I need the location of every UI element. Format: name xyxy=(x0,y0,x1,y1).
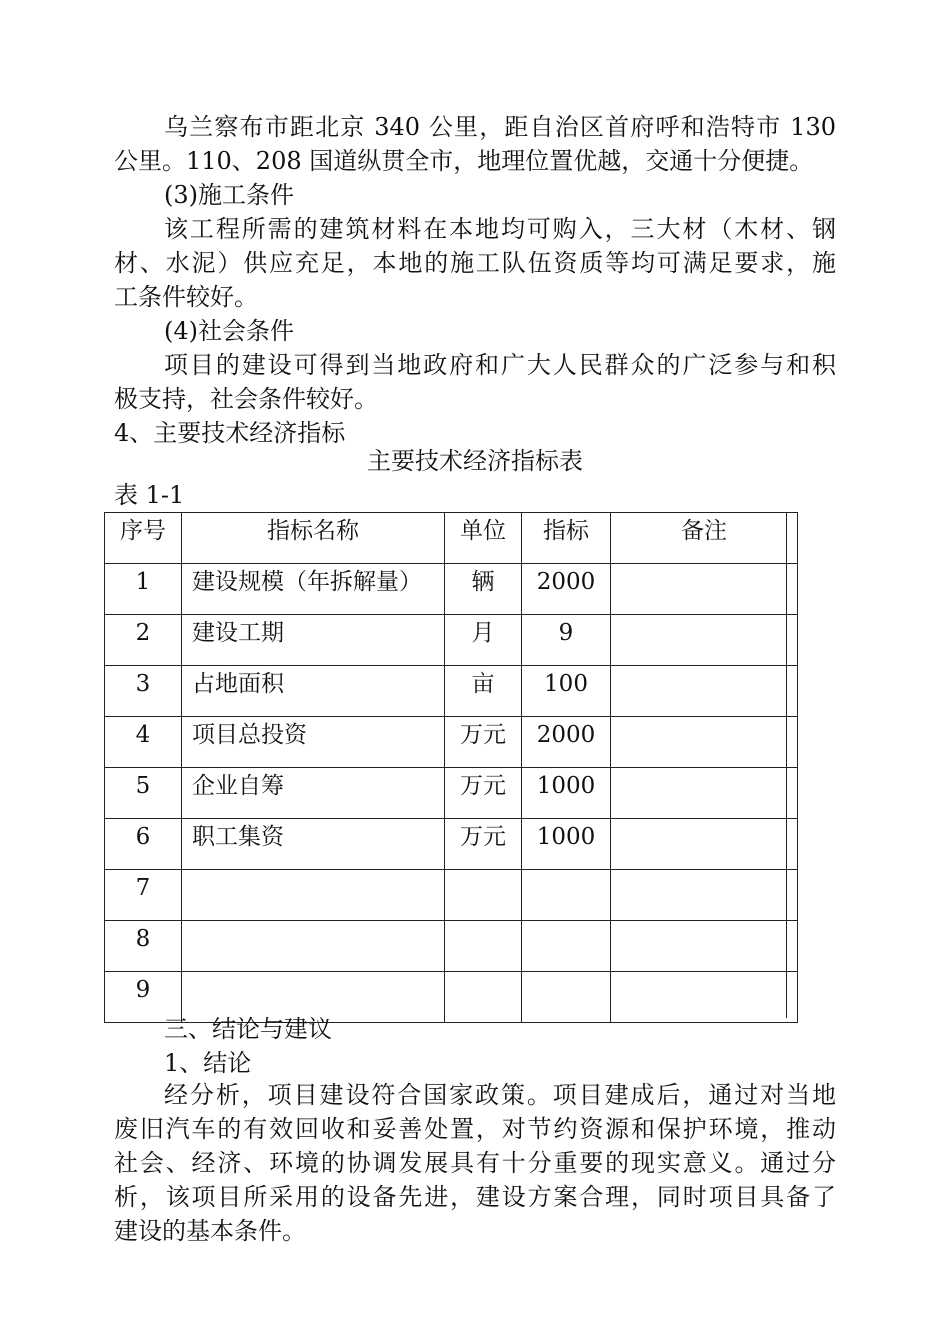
cell-value: 2000 xyxy=(522,564,611,615)
paragraph-location-line-1: 乌兰察布市距北京 340 公里，距自治区首府呼和浩特市 130 xyxy=(164,113,836,141)
cell-remarks xyxy=(611,819,798,870)
table-row xyxy=(105,768,798,819)
paragraph-conclusion-line-3: 社会、经济、环境的协调发展具有十分重要的现实意义。通过分 xyxy=(114,1149,836,1177)
cell-value: 2000 xyxy=(522,717,611,768)
cell-index: 8 xyxy=(105,921,182,972)
cell-remarks xyxy=(611,717,798,768)
cell-unit xyxy=(445,921,522,972)
cell-unit: 万元 xyxy=(445,819,522,870)
cell-index: 1 xyxy=(105,564,182,615)
header-unit: 单位 xyxy=(445,513,522,564)
cell-value xyxy=(522,870,611,921)
table-row xyxy=(105,666,798,717)
cell-remarks xyxy=(611,615,798,666)
cell-unit: 万元 xyxy=(445,768,522,819)
heading-section-3: 三、结论与建议 xyxy=(164,1015,332,1043)
table-label: 表 1-1 xyxy=(114,481,185,509)
cell-indicator-name: 占地面积 xyxy=(182,666,445,717)
paragraph-social-line-1: 项目的建设可得到当地政府和广大人民群众的广泛参与和积 xyxy=(164,351,836,379)
cell-remarks xyxy=(611,870,798,921)
paragraph-social-line-2: 极支持，社会条件较好。 xyxy=(114,385,378,413)
table-row xyxy=(105,564,798,615)
cell-unit: 亩 xyxy=(445,666,522,717)
cell-indicator-name xyxy=(182,870,445,921)
table-double-right-border xyxy=(786,512,787,1018)
cell-index: 7 xyxy=(105,870,182,921)
heading-conclusion: 1、结论 xyxy=(164,1049,252,1077)
cell-indicator-name xyxy=(182,921,445,972)
cell-value: 100 xyxy=(522,666,611,717)
header-index: 序号 xyxy=(105,513,182,564)
header-indicator-name: 指标名称 xyxy=(182,513,445,564)
cell-index: 3 xyxy=(105,666,182,717)
paragraph-conclusion-line-1: 经分析，项目建设符合国家政策。项目建成后，通过对当地 xyxy=(164,1081,836,1109)
cell-indicator-name: 建设工期 xyxy=(182,615,445,666)
cell-value: 1000 xyxy=(522,819,611,870)
paragraph-construction-line-2: 材、水泥）供应充足，本地的施工队伍资质等均可满足要求，施 xyxy=(114,249,836,277)
cell-unit: 月 xyxy=(445,615,522,666)
cell-unit: 辆 xyxy=(445,564,522,615)
header-remarks: 备注 xyxy=(611,513,798,564)
heading-section-4: 4、主要技术经济指标 xyxy=(114,419,346,447)
cell-index: 5 xyxy=(105,768,182,819)
cell-remarks xyxy=(611,564,798,615)
paragraph-construction-line-3: 工条件较好。 xyxy=(114,283,258,311)
table-row xyxy=(105,870,798,921)
cell-index: 9 xyxy=(105,972,182,1023)
cell-unit xyxy=(445,972,522,1023)
table-row xyxy=(105,717,798,768)
cell-index: 6 xyxy=(105,819,182,870)
cell-remarks xyxy=(611,921,798,972)
paragraph-conclusion-line-4: 析，该项目所采用的设备先进，建设方案合理，同时项目具备了 xyxy=(114,1183,836,1211)
table-row xyxy=(105,615,798,666)
table-title: 主要技术经济指标表 xyxy=(367,447,583,475)
cell-unit xyxy=(445,870,522,921)
cell-index: 4 xyxy=(105,717,182,768)
table-row xyxy=(105,921,798,972)
cell-indicator-name: 企业自筹 xyxy=(182,768,445,819)
cell-remarks xyxy=(611,666,798,717)
paragraph-conclusion-line-5: 建设的基本条件。 xyxy=(114,1217,306,1245)
table-header-row xyxy=(105,513,798,564)
cell-value xyxy=(522,921,611,972)
cell-index: 2 xyxy=(105,615,182,666)
header-value: 指标 xyxy=(522,513,611,564)
heading-social-conditions: (4)社会条件 xyxy=(164,317,294,345)
indicators-table xyxy=(104,512,798,1023)
cell-remarks xyxy=(611,972,798,1023)
cell-value: 1000 xyxy=(522,768,611,819)
paragraph-location-line-2: 公里。110、208 国道纵贯全市，地理位置优越，交通十分便捷。 xyxy=(114,147,814,175)
cell-indicator-name: 项目总投资 xyxy=(182,717,445,768)
cell-value: 9 xyxy=(522,615,611,666)
cell-indicator-name: 职工集资 xyxy=(182,819,445,870)
cell-remarks xyxy=(611,768,798,819)
cell-unit: 万元 xyxy=(445,717,522,768)
table-row xyxy=(105,819,798,870)
heading-construction-conditions: (3)施工条件 xyxy=(164,181,294,209)
cell-value xyxy=(522,972,611,1023)
cell-indicator-name: 建设规模（年拆解量） xyxy=(182,564,445,615)
paragraph-construction-line-1: 该工程所需的建筑材料在本地均可购入，三大材（木材、钢 xyxy=(164,215,836,243)
paragraph-conclusion-line-2: 废旧汽车的有效回收和妥善处置，对节约资源和保护环境，推动 xyxy=(114,1115,836,1143)
